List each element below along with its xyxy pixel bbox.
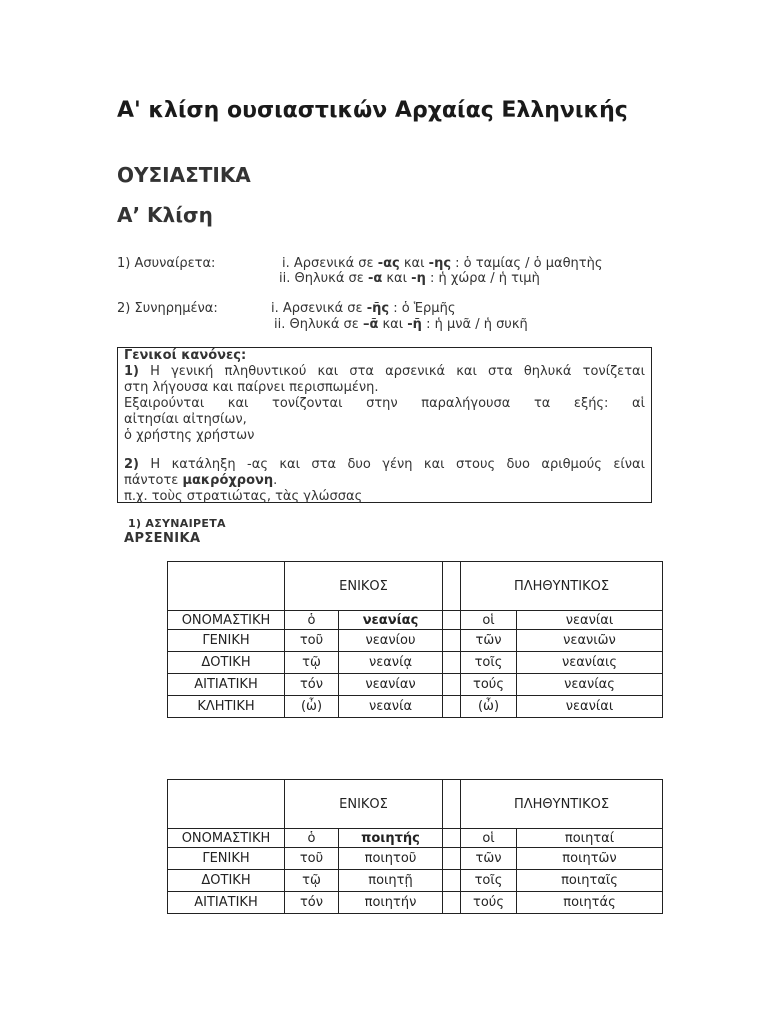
article-plural: (ὦ) (461, 696, 517, 718)
heading-declension: Α’ Κλίση (117, 203, 213, 227)
noun-plural: ποιητῶν (517, 848, 663, 870)
article-singular: (ὦ) (285, 696, 339, 718)
rule-2-line-1: 2) Η κατάληξη -ας και στα δυο γένη και στους δυο αριθμούς είναι (124, 457, 645, 472)
rule-1-line-1: 1) Η γενική πληθυντικού και στα αρσενικά και στα θηλυκά τονίζεται (124, 364, 645, 379)
noun-plural: νεανίαις (517, 652, 663, 674)
noun-plural: ποιητάς (517, 892, 663, 914)
noun-plural: ποιηταῖς (517, 870, 663, 892)
category-line-masculine: i. Αρσενικά σε -ας και -ης : ὁ ταμίας / ὁ μαθητὴς (282, 256, 603, 271)
table-row (168, 829, 663, 848)
table-row (168, 652, 663, 674)
article-plural: τοῖς (461, 870, 517, 892)
separator-cell (443, 630, 461, 652)
case-name: ΟΝΟΜΑΣΤΙΚΗ (168, 611, 285, 630)
separator-cell (443, 848, 461, 870)
noun-singular: ποιητήν (339, 892, 443, 914)
rule-2-line-3: π.χ. τοὺς στρατιώτας, τὰς γλώσσας (124, 489, 363, 504)
declension-table-neanias (167, 561, 663, 718)
table-row (168, 892, 663, 914)
rule-1-line-5: ὁ χρήστης χρήστων (124, 428, 255, 443)
article-singular: τῷ (285, 652, 339, 674)
noun-singular: ποιητῇ (339, 870, 443, 892)
separator-cell (443, 780, 461, 829)
article-plural: οἱ (461, 829, 517, 848)
article-singular: ὁ (285, 611, 339, 630)
header-empty-cell (168, 562, 285, 611)
table-row (168, 630, 663, 652)
declension-table-poiitis (167, 779, 663, 914)
case-name: ΑΙΤΙΑΤΙΚΗ (168, 674, 285, 696)
article-plural: τῶν (461, 630, 517, 652)
separator-cell (443, 829, 461, 848)
table-row (168, 611, 663, 630)
separator-cell (443, 611, 461, 630)
category-label-asynaireta: 1) Ασυναίρετα: (117, 256, 216, 271)
table-row (168, 848, 663, 870)
noun-plural: νεανίαι (517, 611, 663, 630)
noun-singular: νεανίαν (339, 674, 443, 696)
case-name: ΔΟΤΙΚΗ (168, 652, 285, 674)
noun-plural: νεανίαι (517, 696, 663, 718)
separator-cell (443, 870, 461, 892)
noun-singular: νεανίας (339, 611, 443, 630)
rule-1-line-2: στη λήγουσα και παίρνει περισπωμένη. (124, 380, 379, 395)
case-name: ΑΙΤΙΑΤΙΚΗ (168, 892, 285, 914)
noun-singular: ποιητής (339, 829, 443, 848)
header-plural: ΠΛΗΘΥΝΤΙΚΟΣ (461, 780, 663, 829)
rule-1-line-3: Εξαιρούνται και τονίζονται στην παραλήγουσα τα εξής: αἱ (124, 396, 645, 411)
heading-nouns: ΟΥΣΙΑΣΤΙΚΑ (117, 163, 251, 187)
article-plural: τῶν (461, 848, 517, 870)
article-singular: τῷ (285, 870, 339, 892)
case-name: ΟΝΟΜΑΣΤΙΚΗ (168, 829, 285, 848)
article-plural: τοῖς (461, 652, 517, 674)
case-name: ΔΟΤΙΚΗ (168, 870, 285, 892)
category-line-contracted-masculine: i. Αρσενικά σε -ῆς : ὁ Ἑρμῆς (271, 301, 456, 316)
case-name: ΚΛΗΤΙΚΗ (168, 696, 285, 718)
article-singular: τόν (285, 892, 339, 914)
noun-singular: νεανίου (339, 630, 443, 652)
article-plural: οἱ (461, 611, 517, 630)
article-plural: τούς (461, 892, 517, 914)
noun-plural: νεανιῶν (517, 630, 663, 652)
separator-cell (443, 696, 461, 718)
noun-plural: ποιηταί (517, 829, 663, 848)
rule-1-line-4: αἰτησίαι αἰτησίων, (124, 412, 247, 427)
noun-singular: νεανίᾳ (339, 652, 443, 674)
category-line-contracted-feminine: ii. Θηλυκά σε –ᾶ και -ῆ : ἡ μνᾶ / ἡ συκῆ (274, 317, 528, 332)
rule-2-line-2: πάντοτε μακρόχρονη. (124, 473, 278, 488)
separator-cell (443, 674, 461, 696)
page-title: Α' κλίση ουσιαστικών Αρχαίας Ελληνικής (117, 98, 628, 123)
article-singular: ὁ (285, 829, 339, 848)
table-row (168, 870, 663, 892)
noun-singular: ποιητοῦ (339, 848, 443, 870)
article-singular: τοῦ (285, 848, 339, 870)
general-rules-box (117, 347, 652, 503)
noun-singular: νεανία (339, 696, 443, 718)
header-singular: ΕΝΙΚΟΣ (285, 780, 443, 829)
separator-cell (443, 892, 461, 914)
section-subtitle: ΑΡΣΕΝΙΚΑ (124, 531, 201, 546)
header-plural: ΠΛΗΘΥΝΤΙΚΟΣ (461, 562, 663, 611)
section-number: 1) ΑΣΥΝΑΙΡΕΤΑ (128, 517, 226, 530)
rules-title: Γενικοί κανόνες: (124, 348, 247, 363)
case-name: ΓΕΝΙΚΗ (168, 848, 285, 870)
separator-cell (443, 562, 461, 611)
separator-cell (443, 652, 461, 674)
article-singular: τοῦ (285, 630, 339, 652)
category-label-synirimena: 2) Συνηρημένα: (117, 301, 218, 316)
case-name: ΓΕΝΙΚΗ (168, 630, 285, 652)
article-plural: τούς (461, 674, 517, 696)
category-line-feminine: ii. Θηλυκά σε -α και -η : ἡ χώρα / ἡ τιμὴ (279, 271, 540, 286)
header-singular: ΕΝΙΚΟΣ (285, 562, 443, 611)
noun-plural: νεανίας (517, 674, 663, 696)
table-row (168, 696, 663, 718)
table-row (168, 674, 663, 696)
article-singular: τόν (285, 674, 339, 696)
header-empty-cell (168, 780, 285, 829)
